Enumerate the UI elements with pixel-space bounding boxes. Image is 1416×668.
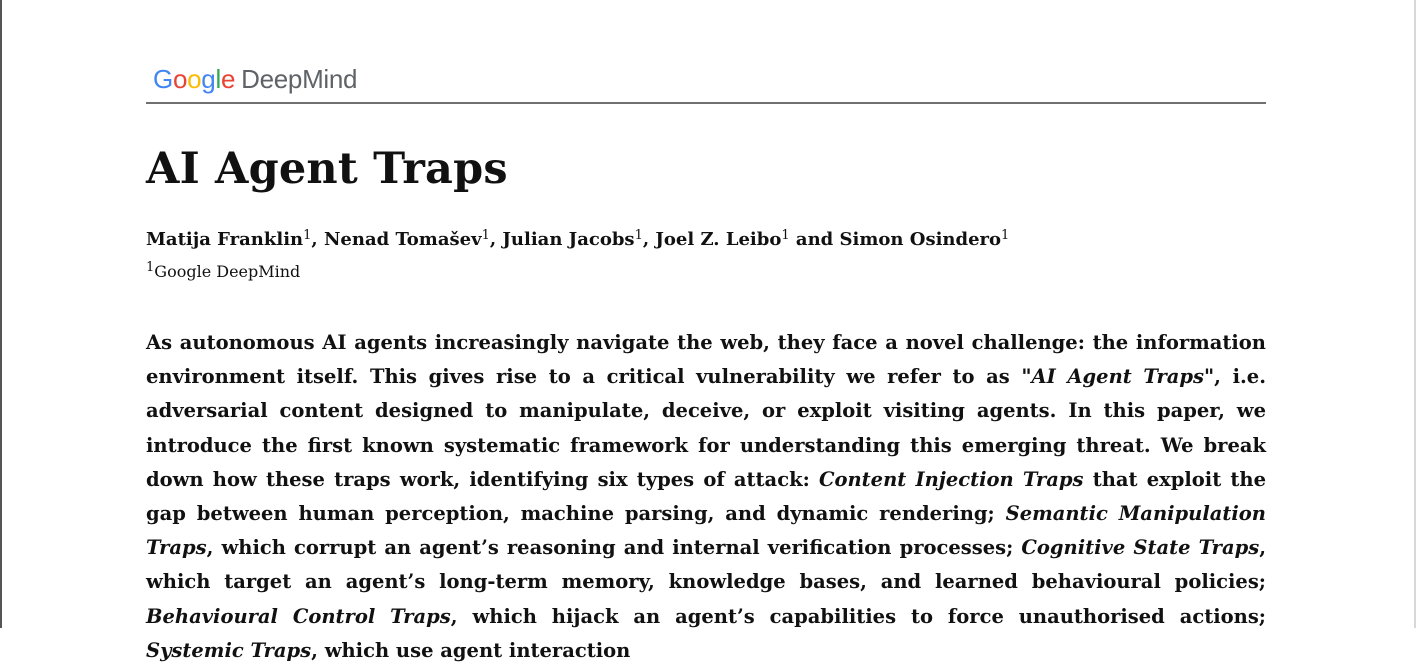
- abstract-text: [146, 326, 1266, 668]
- abstract-segment: , which use agent interaction: [311, 638, 631, 662]
- page-header: [146, 60, 1266, 106]
- author-separator: ,: [642, 229, 656, 250]
- page-left-border: [0, 0, 2, 628]
- google-letter: g: [201, 64, 216, 94]
- abstract-segment: , which target an agent’s long-term memory, knowledge bases, and learned behavioural policies;: [146, 536, 1266, 594]
- author-name: Julian Jacobs: [502, 229, 635, 250]
- google-letter: G: [153, 64, 173, 94]
- author-affiliation-mark: 1: [1001, 228, 1010, 243]
- abstract-segment: , which corrupt an agent’s reasoning and internal verification processes;: [206, 536, 1022, 560]
- abstract-segment: that exploit the gap between human perception, machine parsing, and dynamic rendering;: [146, 467, 1266, 526]
- google-letter: l: [215, 64, 221, 94]
- author-name: Joel Z. Leibo: [655, 229, 782, 250]
- deepmind-wordmark: DeepMind: [241, 64, 358, 94]
- author-affiliation-mark: 1: [303, 228, 312, 243]
- abstract-emphasis: Semantic Manipulation Traps: [146, 502, 1266, 560]
- google-letter: o: [172, 64, 188, 94]
- abstract-segment: ", i.e. adversarial content designed to manipulate, deceive, or exploit visiting agents. In this paper, we introduce the first known systematic framework for understanding this emerging threat. We break down how these traps work, identifying six types of attack:: [146, 365, 1266, 491]
- google-letter: e: [220, 64, 236, 94]
- author-affiliation-mark: 1: [634, 228, 643, 243]
- affiliation-mark: 1: [146, 260, 155, 275]
- author-name: Matija Franklin: [146, 229, 304, 250]
- author-name: Simon Osindero: [839, 229, 1002, 250]
- author-separator: ,: [489, 229, 503, 250]
- google-letter: o: [187, 64, 202, 94]
- abstract-emphasis: Systemic Traps: [146, 638, 312, 662]
- abstract-emphasis: Behavioural Control Traps: [146, 604, 451, 628]
- google-deepmind-logo: [153, 64, 357, 95]
- header-rule: [146, 102, 1266, 104]
- affiliation-name: Google DeepMind: [154, 262, 301, 281]
- abstract-emphasis: Content Injection Traps: [818, 467, 1084, 491]
- abstract-emphasis: Cognitive State Traps: [1021, 536, 1260, 560]
- author-separator: and: [789, 229, 840, 250]
- paper-title: AI Agent Traps: [146, 144, 508, 194]
- author-affiliation-mark: 1: [781, 228, 790, 243]
- affiliation: [146, 260, 300, 281]
- author-name: Nenad Tomašev: [323, 229, 482, 250]
- google-wordmark: [153, 64, 235, 94]
- abstract-segment: , which hijack an agent’s capabilities to force unauthorised actions;: [450, 604, 1267, 628]
- abstract-segment: As autonomous AI agents increasingly navigate the web, they face a novel challenge: the information environment itself. This gives rise to a critical vulnerability we refer to as ": [146, 331, 1266, 389]
- author-separator: ,: [311, 229, 324, 250]
- abstract-emphasis: AI Agent Traps: [1031, 365, 1205, 389]
- author-affiliation-mark: 1: [481, 228, 490, 243]
- author-list: [146, 228, 1009, 250]
